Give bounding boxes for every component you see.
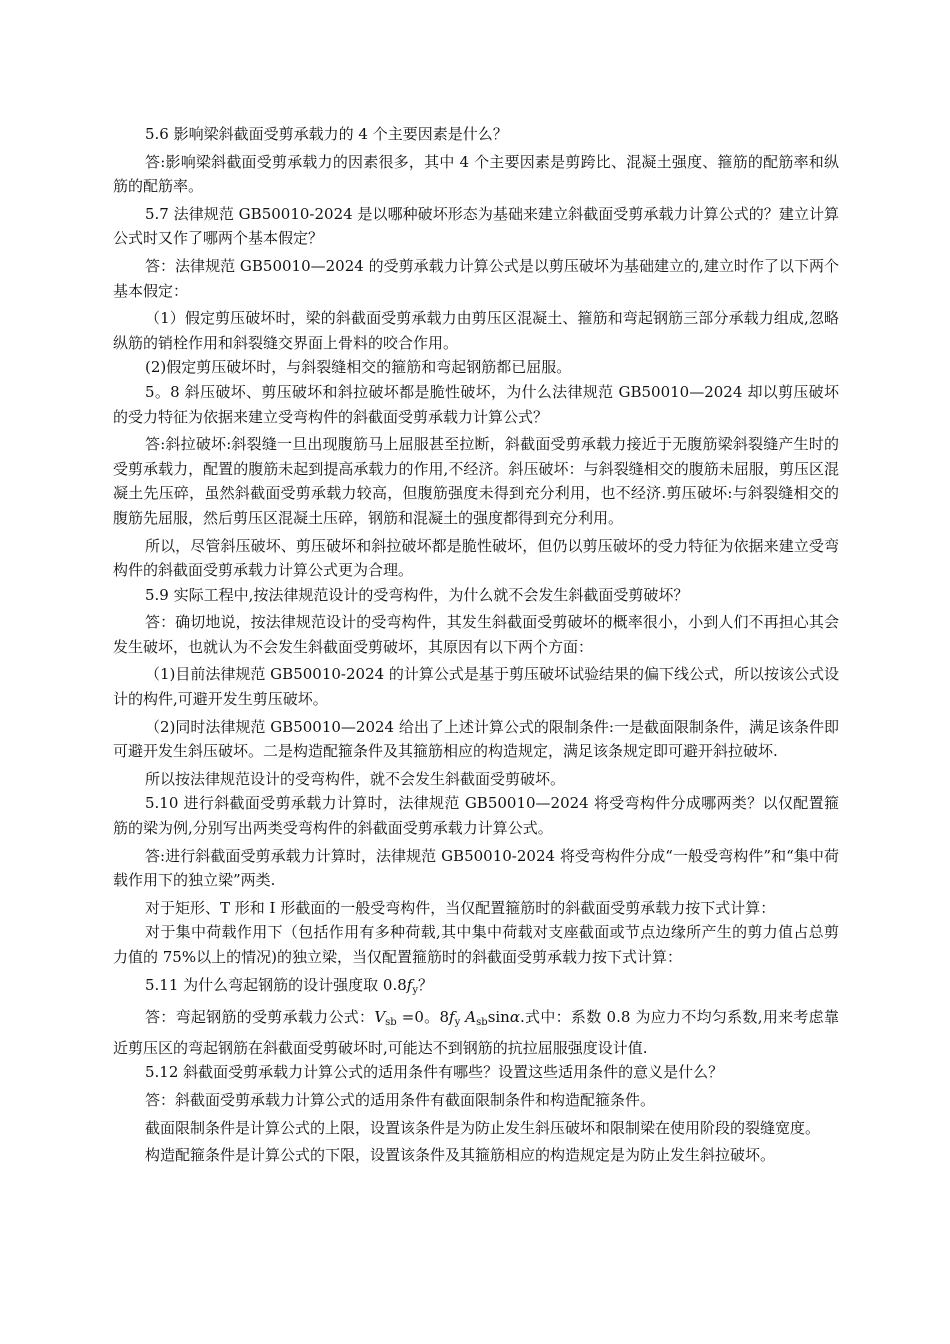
question-5-6: 5.6 影响梁斜截面受剪承载力的 4 个主要因素是什么？ [145, 125, 508, 143]
answer-5-9: 答：确切地说，按法律规范设计的受弯构件，其发生斜截面受剪破坏的概率很小，小到人们不再担心其会发生破坏，也就认为不会发生斜截面受剪破坏，其原因有以下两个方面： [113, 613, 839, 656]
answer-5-10-independent-beam: 对于集中荷载作用下（包括作用有多种荷载,其中集中荷载对支座截面或节点边缘所产生的剪力值占总剪力值的 75%以上的情况)的独立梁，当仅配置箍筋时的斜截面受剪承载力按下式计算： [113, 923, 839, 966]
answer-5-9-conclusion: 所以按法律规范设计的受弯构件，就不会发生斜截面受剪破坏。 [145, 769, 566, 788]
answer-5-9-point-1: （1)目前法律规范 GB50010-2024 的计算公式是基于剪压破坏试验结果的偏下线公式，所以按该公式设计的构件,可避开发生剪压破坏。 [113, 665, 839, 709]
answer-5-7: 答：法律规范 GB50010—2024 的受剪承载力计算公式是以剪压破坏为基础建立的,建立时作了以下两个基本假定： [113, 256, 839, 300]
answer-5-8-conclusion: 所以，尽管斜压破坏、剪压破坏和斜拉破坏都是脆性破坏，但仍以剪压破坏的受力特征为依据来建立受弯构件的斜截面受剪承载力计算公式更为合理。 [113, 536, 839, 580]
answer-5-10: 答:进行斜截面受剪承载力计算时，法律规范 GB50010-2024 将受弯构件分成“一般受弯构件”和“集中荷载作用下的独立梁”两类. [113, 846, 839, 890]
question-5-11: 5.11 为什么弯起钢筋的设计强度取 $0.8f_y$？ [145, 975, 434, 996]
answer-5-11: 答：弯起钢筋的受剪承载力公式：$V_{sb} =0$。$8f_y$ $A_{sb}\sin\alpha$.式中：系数 0.8 为应力不均匀系数,用来考虑靠近剪压区的弯起钢筋在斜截面受剪破坏时,可能达不到钢筋的抗拉屈服强度设计值. [113, 1008, 839, 1057]
answer-5-12: 答：斜截面受剪承载力计算公式的适用条件有截面限制条件和构造配箍条件。 [145, 1090, 656, 1109]
answer-5-10-general-member: 对于矩形、T 形和 I 形截面的一般受弯构件，当仅配置箍筋时的斜截面受剪承载力按下式计算： [145, 898, 776, 917]
answer-5-9-point-2: （2)同时法律规范 GB50010—2024 给出了上述计算公式的限制条件:一是截面限制条件，满足该条件即可避开发生斜压破坏。二是构造配箍条件及其箍筋相应的构造规定，满足该条规定即可避开斜拉破坏. [113, 717, 839, 761]
answer-5-7-point-2: (2)假定剪压破坏时，与斜裂缝相交的箍筋和弯起钢筋都已屈服。 [145, 358, 572, 377]
answer-5-8: 答:斜拉破坏:斜裂缝一旦出现腹筋马上屈服甚至拉断，斜截面受剪承载力接近于无腹筋梁斜裂缝产生时的受剪承载力，配置的腹筋未起到提高承载力的作用,不经济。斜压破坏：与斜裂缝相交的腹筋未屈服，剪压区混凝土先压碎，虽然斜截面受剪承载力较高，但腹筋强度未得到充分利用，也不经济.剪压破坏:与斜裂缝相交的腹筋先屈服，然后剪压区混凝土压碎，钢筋和混凝土的强度都得到充分利用。 [113, 435, 839, 527]
question-5-7: 5.7 法律规范 GB50010-2024 是以哪种破坏形态为基础来建立斜截面受剪承载力计算公式的？建立计算公式时又作了哪两个基本假定？ [113, 204, 839, 248]
question-5-10: 5.10 进行斜截面受剪承载力计算时，法律规范 GB50010—2024 将受弯构件分成哪两类？以仅配置箍筋的梁为例,分别写出两类受弯构件的斜截面受剪承载力计算公式。 [113, 794, 839, 838]
question-5-8: 5。8 斜压破坏、剪压破坏和斜拉破坏都是脆性破坏，为什么法律规范 GB50010—2024 却以剪压破坏的受力特征为依据来建立受弯构件的斜截面受剪承载力计算公式？ [113, 382, 839, 426]
question-5-12: 5.12 斜截面受剪承载力计算公式的适用条件有哪些？设置这些适用条件的意义是什么？ [145, 1063, 724, 1082]
answer-5-12-lower-limit: 构造配箍条件是计算公式的下限，设置该条件及其箍筋相应的构造规定是为防止发生斜拉破坏。 [145, 1146, 776, 1165]
answer-5-6: 答:影响梁斜截面受剪承载力的因素很多，其中 4 个主要因素是剪跨比、混凝土强度、箍筋的配筋率和纵筋的配筋率。 [113, 152, 839, 196]
question-5-9: 5.9 实际工程中,按法律规范设计的受弯构件，为什么就不会发生斜截面受剪破坏？ [145, 585, 689, 604]
document-page [113, 122, 839, 1168]
answer-5-7-point-1: （1）假定剪压破坏时，梁的斜截面受剪承载力由剪压区混凝土、箍筋和弯起钢筋三部分承载力组成,忽略纵筋的销栓作用和斜裂缝交界面上骨料的咬合作用。 [113, 309, 839, 352]
answer-5-12-upper-limit: 截面限制条件是计算公式的上限，设置该条件是为防止发生斜压破坏和限制梁在使用阶段的裂缝宽度。 [145, 1118, 821, 1137]
